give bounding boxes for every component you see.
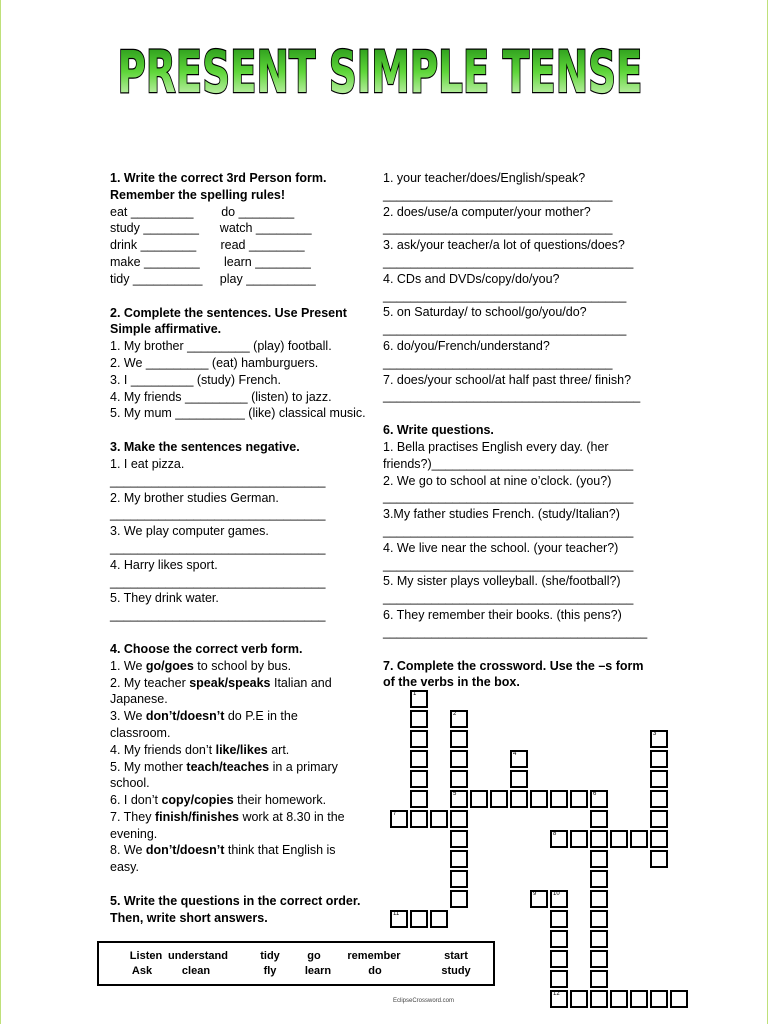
sentence: 7. They finish/finishes work at 8.30 in the: [110, 809, 345, 824]
crossword-cell[interactable]: [390, 910, 408, 928]
crossword-cell[interactable]: [450, 850, 468, 868]
title-text: PRESENT SIMPLE TENSE: [117, 38, 643, 106]
crossword-clue-number: 6: [593, 791, 597, 797]
crossword-cell[interactable]: [650, 990, 668, 1008]
crossword-cell[interactable]: [470, 790, 488, 808]
crossword-cell[interactable]: [410, 690, 428, 708]
crossword-cell[interactable]: [430, 910, 448, 928]
crossword-cell[interactable]: [570, 830, 588, 848]
sentence-continued: easy.: [110, 860, 139, 875]
word-box-item: Ask: [131, 965, 153, 977]
word-box-item: remember: [347, 950, 401, 962]
question: 1. your teacher/does/English/speak?: [383, 171, 586, 185]
crossword-cell[interactable]: [550, 910, 568, 928]
crossword-cell[interactable]: [550, 950, 568, 968]
crossword-clue-number: 7: [393, 811, 397, 817]
answer-line: _________________________________: [383, 187, 613, 202]
sentence: 3. We don’t/doesn’t do P.E in the: [110, 709, 298, 724]
prompt-continued: friends?)_____________________________: [383, 456, 634, 471]
answer-line: _______________________________: [110, 574, 326, 589]
sentence: 3. I _________ (study) French.: [110, 372, 281, 387]
crossword-cell[interactable]: [450, 710, 468, 728]
crossword-clue-number: 2: [453, 711, 457, 717]
crossword-cell[interactable]: [510, 770, 528, 788]
crossword-cell[interactable]: [650, 730, 668, 748]
crossword-cell[interactable]: [450, 830, 468, 848]
question: 5. on Saturday/ to school/go/you/do?: [383, 305, 587, 320]
exercise-2-subheading: Simple affirmative.: [110, 322, 222, 337]
crossword-cell[interactable]: [590, 870, 608, 888]
answer-line: ____________________________________: [383, 490, 634, 505]
verb-row: drink ________ read ________: [110, 238, 305, 253]
crossword-cell[interactable]: [590, 790, 608, 808]
sentence: 1. My brother _________ (play) football.: [110, 339, 332, 354]
crossword-cell[interactable]: [590, 970, 608, 988]
exercise-5-heading: 5. Write the questions in the correct order.: [110, 894, 361, 909]
word-box-item: learn: [304, 965, 332, 977]
sentence-continued: Japanese.: [110, 692, 168, 707]
crossword-cell[interactable]: [450, 790, 468, 808]
crossword-cell[interactable]: [590, 930, 608, 948]
crossword-cell[interactable]: [450, 730, 468, 748]
sentence: 1. I eat pizza.: [110, 456, 185, 471]
exercise-5-subheading: Then, write short answers.: [110, 910, 268, 925]
exercise-6-heading: 6. Write questions.: [383, 423, 494, 438]
answer-line: ____________________________________: [383, 557, 634, 572]
answer-line: ______________________________________: [383, 624, 648, 639]
crossword-cell[interactable]: [410, 810, 428, 828]
exercise-1-heading: 1. Write the correct 3rd Person form.: [110, 171, 327, 185]
exercise-5-items: [383, 170, 658, 405]
word-box-item: understand: [168, 950, 228, 962]
crossword-clue-number: 10: [553, 891, 560, 897]
crossword-cell[interactable]: [610, 990, 628, 1008]
crossword-cell[interactable]: [450, 750, 468, 768]
answer-line: _________________________________: [383, 355, 613, 370]
crossword-cell[interactable]: [590, 990, 608, 1008]
answer-line: ____________________________________: [383, 523, 634, 538]
sentence: 6. I don’t copy/copies their homework.: [110, 793, 327, 808]
exercise-1: [110, 170, 380, 288]
sentence: 2. My teacher speak/speaks Italian and: [110, 675, 332, 690]
word-box-item: start: [444, 950, 468, 962]
word-box-item: study: [441, 965, 471, 977]
verb-row: eat _________ do ________: [110, 204, 295, 219]
question: 4. CDs and DVDs/copy/do/you?: [383, 271, 560, 286]
exercise-7-subheading: of the verbs in the box.: [383, 675, 520, 690]
crossword-cell[interactable]: [410, 770, 428, 788]
word-box-item: do: [368, 965, 382, 977]
sentence: 4. My friends _________ (listen) to jazz.: [110, 389, 332, 404]
crossword-cell[interactable]: [450, 770, 468, 788]
crossword-cell[interactable]: [650, 750, 668, 768]
answer-line: _____________________________________: [383, 389, 641, 404]
exercise-2-heading: 2. Complete the sentences. Use Present: [110, 305, 347, 320]
crossword-cell[interactable]: [450, 810, 468, 828]
sentence: 4. My friends don’t like/likes art.: [110, 742, 290, 757]
crossword-cell[interactable]: [590, 810, 608, 828]
exercise-5-heading-block: [110, 893, 380, 927]
prompt: 4. We live near the school. (your teacher?): [383, 540, 619, 555]
crossword-cell[interactable]: [490, 790, 508, 808]
sentence: 1. We go/goes to school by bus.: [110, 658, 292, 673]
answer-line: ___________________________________: [383, 288, 627, 303]
right-column: [383, 170, 658, 691]
crossword-cell[interactable]: [650, 770, 668, 788]
crossword-cell[interactable]: [410, 910, 428, 928]
crossword-cell[interactable]: [410, 790, 428, 808]
crossword-cell[interactable]: [530, 890, 548, 908]
sentence: 5. They drink water.: [110, 591, 219, 606]
prompt: 5. My sister plays volleyball. (she/football?): [383, 574, 621, 589]
word-box-item: tidy: [260, 950, 280, 962]
crossword-clue-number: 3: [653, 731, 657, 737]
crossword-cell[interactable]: [570, 790, 588, 808]
crossword-clue-number: 1: [413, 691, 417, 697]
exercise-2: [110, 305, 380, 423]
crossword-cell[interactable]: [670, 990, 688, 1008]
sentence: 5. My mum __________ (like) classical music.: [110, 406, 366, 421]
crossword-cell[interactable]: [650, 790, 668, 808]
word-box-item: Listen: [129, 950, 163, 962]
verb-row: tidy __________ play __________: [110, 271, 316, 286]
exercise-7-heading: 7. Complete the crossword. Use the –s form: [383, 658, 644, 673]
crossword-cell[interactable]: [610, 830, 628, 848]
sentence: 3. We play computer games.: [110, 524, 269, 539]
page-border-left: [0, 0, 1, 1024]
crossword-cell[interactable]: [530, 790, 548, 808]
crossword-clue-number: 9: [533, 891, 537, 897]
crossword-cell[interactable]: [630, 830, 648, 848]
prompt: 2. We go to school at nine o’clock. (you?): [383, 473, 612, 488]
sentence: 5. My mother teach/teaches in a primary: [110, 759, 338, 774]
crossword-clue-number: 8: [553, 831, 557, 837]
word-box-item: fly: [263, 965, 277, 977]
crossword-cell[interactable]: [430, 810, 448, 828]
crossword-cell[interactable]: [570, 990, 588, 1008]
question: 3. ask/your teacher/a lot of questions/does?: [383, 238, 625, 253]
question: 2. does/use/a computer/your mother?: [383, 204, 591, 219]
left-column: [110, 170, 380, 927]
crossword-cell[interactable]: [550, 890, 568, 908]
crossword-cell[interactable]: [650, 830, 668, 848]
answer-line: ____________________________________: [383, 591, 634, 606]
crossword-cell[interactable]: [590, 830, 608, 848]
crossword-cell[interactable]: [650, 810, 668, 828]
answer-line: _______________________________: [110, 608, 326, 623]
exercise-1-subheading: Remember the spelling rules!: [110, 187, 286, 202]
crossword-cell[interactable]: [450, 890, 468, 908]
prompt: 1. Bella practises English every day. (her: [383, 439, 609, 454]
question: 6. do/you/French/understand?: [383, 338, 550, 353]
answer-line: _______________________________: [110, 507, 326, 522]
sentence-continued: evening.: [110, 826, 158, 841]
crossword-cell[interactable]: [550, 930, 568, 948]
crossword-cell[interactable]: [630, 990, 648, 1008]
crossword-clue-number: 4: [513, 751, 517, 757]
sentence: 2. We _________ (eat) hamburguers.: [110, 355, 319, 370]
exercise-4: [110, 641, 380, 876]
answer-line: _______________________________: [110, 540, 326, 555]
crossword-clue-number: 11: [393, 911, 400, 917]
sentence: 4. Harry likes sport.: [110, 557, 218, 572]
crossword-cell[interactable]: [650, 850, 668, 868]
prompt: 3.My father studies French. (study/Italian?): [383, 507, 620, 522]
crossword-cell[interactable]: [510, 750, 528, 768]
sentence: 2. My brother studies German.: [110, 490, 279, 505]
crossword-cell[interactable]: [550, 790, 568, 808]
exercise-7: [383, 658, 658, 692]
exercise-3-heading: 3. Make the sentences negative.: [110, 440, 300, 455]
prompt: 6. They remember their books. (this pens?): [383, 607, 622, 622]
crossword-cell[interactable]: [410, 750, 428, 768]
crossword-clue-number: 5: [453, 791, 457, 797]
page-title: [110, 36, 650, 106]
answer-line: _______________________________: [110, 473, 326, 488]
crossword-cell[interactable]: [410, 710, 428, 728]
question: 7. does/your school/at half past three/ finish?: [383, 372, 632, 387]
sentence: 8. We don’t/doesn’t think that English is: [110, 843, 336, 858]
crossword-cell[interactable]: [410, 730, 428, 748]
crossword-clue-number: 12: [553, 991, 560, 997]
exercise-3: [110, 439, 380, 624]
sentence-continued: classroom.: [110, 725, 171, 740]
crossword-cell[interactable]: [590, 850, 608, 868]
verb-row: study ________ watch ________: [110, 221, 312, 236]
exercise-4-heading: 4. Choose the correct verb form.: [110, 641, 303, 656]
crossword-cell[interactable]: [390, 810, 408, 828]
word-box-item: clean: [181, 965, 211, 977]
crossword-cell[interactable]: [550, 970, 568, 988]
crossword-cell[interactable]: [450, 870, 468, 888]
crossword-cell[interactable]: [510, 790, 528, 808]
crossword-cell[interactable]: [550, 830, 568, 848]
word-box: [97, 941, 495, 986]
sentence-continued: school.: [110, 776, 150, 791]
crossword-cell[interactable]: [590, 910, 608, 928]
crossword-cell[interactable]: [590, 950, 608, 968]
answer-line: _________________________________: [383, 221, 613, 236]
exercise-6: [383, 422, 658, 640]
answer-line: ___________________________________: [383, 322, 627, 337]
crossword-cell[interactable]: [590, 890, 608, 908]
verb-row: make ________ learn ________: [110, 254, 311, 269]
crossword-cell[interactable]: [550, 990, 568, 1008]
word-box-item: go: [307, 950, 321, 962]
footer-credit: EclipseCrossword.com: [393, 998, 455, 1004]
answer-line: ____________________________________: [383, 254, 634, 269]
